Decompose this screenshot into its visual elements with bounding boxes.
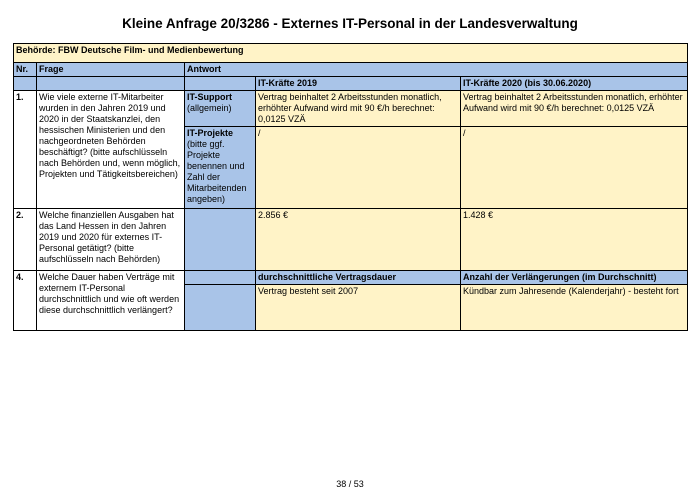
- table-row: [14, 271, 688, 285]
- row-4-value-2020: Kündbar zum Jahresende (Kalenderjahr) - besteht fort: [461, 285, 688, 331]
- row-4-header-2019: durchschnittliche Vertragsdauer: [256, 271, 461, 285]
- row-1-it-projects-2019: /: [256, 127, 461, 209]
- row-4-question: Welche Dauer haben Verträge mit externem IT-Personal durchschnittlich und wie oft werden diese durchschnittlich verlängert?: [37, 271, 185, 331]
- row-1-it-projects-label: [185, 127, 256, 209]
- row-4-header-2020: Anzahl der Verlängerungen (im Durchschnitt): [461, 271, 688, 285]
- subheader-it-2020: IT-Kräfte 2020 (bis 30.06.2020): [461, 77, 688, 91]
- answer-table: [13, 43, 688, 331]
- subheader-it-2019: IT-Kräfte 2019: [256, 77, 461, 91]
- row-1-question: Wie viele externe IT-Mitarbeiter wurden in den Jahren 2019 und 2020 in der Staatskanzlei, den hessischen Ministerien und den nachgeordneten Behörden beschäftigt? (bitte aufschlüsseln nach Behörden und, wenn möglich, Projekten und Tätigkeitsbereichen): [37, 91, 185, 209]
- row-2-value-2020: 1.428 €: [461, 209, 688, 271]
- table-row: [14, 209, 688, 271]
- row-4-nr: 4.: [14, 271, 37, 331]
- header-frage: Frage: [37, 63, 185, 77]
- row-4-label-empty: [185, 271, 256, 285]
- row-1-nr: 1.: [14, 91, 37, 209]
- it-support-label-bold: IT-Support: [187, 92, 232, 102]
- row-1-it-support-2019: Vertrag beinhaltet 2 Arbeitsstunden monatlich, erhöhter Aufwand wird mit 90 €/h berechnet: 0,0125 VZÄ: [256, 91, 461, 127]
- row-2-nr: 2.: [14, 209, 37, 271]
- row-2-label-empty: [185, 209, 256, 271]
- header-nr: Nr.: [14, 63, 37, 77]
- row-1-it-projects-2020: /: [461, 127, 688, 209]
- page-number: 38 / 53: [336, 479, 364, 489]
- row-1-it-support-2020: Vertrag beinhaltet 2 Arbeitsstunden monatlich, erhöhter Aufwand wird mit 90 €/h berechnet: 0,0125 VZÄ: [461, 91, 688, 127]
- row-2-value-2019: 2.856 €: [256, 209, 461, 271]
- subheader-empty: [14, 77, 37, 91]
- subheader-empty: [37, 77, 185, 91]
- row-1-it-support-label: [185, 91, 256, 127]
- it-support-label-rest: (allgemein): [187, 103, 232, 113]
- it-projects-label-bold: IT-Projekte: [187, 128, 234, 138]
- row-2-question: Welche finanziellen Ausgaben hat das Land Hessen in den Jahren 2019 und 2020 für externes IT-Personal getätigt? (bitte aufschlüsseln nach Behörden): [37, 209, 185, 271]
- header-antwort: Antwort: [185, 63, 688, 77]
- table-row: [14, 91, 688, 127]
- authority-header: Behörde: FBW Deutsche Film- und Medienbewertung: [14, 44, 688, 63]
- subheader-empty: [185, 77, 256, 91]
- it-projects-label-rest: (bitte ggf. Projekte benennen und Zahl der Mitarbeitenden angeben): [187, 139, 247, 204]
- row-4-label-empty: [185, 285, 256, 331]
- page-title: Kleine Anfrage 20/3286 - Externes IT-Personal in der Landesverwaltung: [122, 16, 578, 31]
- row-4-value-2019: Vertrag besteht seit 2007: [256, 285, 461, 331]
